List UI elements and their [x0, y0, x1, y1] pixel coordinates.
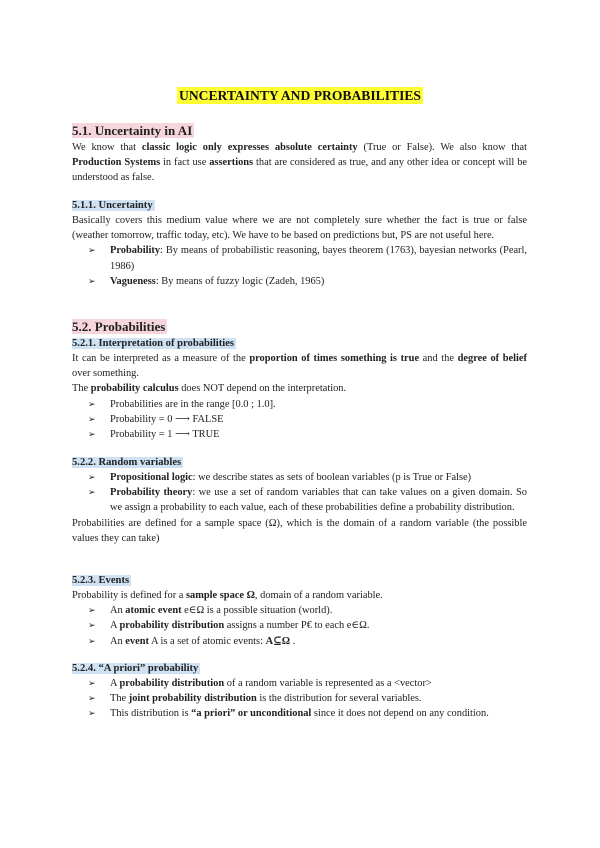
arrowhead-bullet-icon: ➢: [88, 635, 96, 646]
list-item: ➢ A probability distribution of a random variable is represented as a <vector>: [72, 676, 527, 691]
section-5-2: [72, 318, 527, 442]
arrowhead-bullet-icon: ➢: [88, 708, 96, 719]
subsection-heading: 5.2.4. “A priori” probability: [72, 663, 199, 674]
arrowhead-bullet-icon: ➢: [88, 472, 96, 482]
bullet-list: [72, 470, 527, 516]
list-item: ➢ Probability: By means of probabilistic reasoning, bayes theorem (1763), bayesian networks (Pearl, 1986): [88, 245, 527, 272]
section-heading: 5.2. Probabilities: [72, 319, 166, 334]
section-5-2-2: [72, 455, 527, 546]
subsection-heading: 5.1.1. Uncertainty: [72, 200, 153, 211]
list-item: ➢ The joint probability distribution is the distribution for several variables.: [72, 691, 527, 706]
section-5-1: [72, 122, 527, 186]
paragraph: Probabilities are defined for a sample space (Ω), which is the domain of a random variable (the possible values they can take): [72, 517, 527, 544]
paragraph: Basically covers this medium value where we are not completely sure whether the fact is true or false (weather tomorrow, traffic today, etc). We have to be based on predictions but, PS are not useful here.: [72, 215, 527, 242]
section-5-2-3: [72, 573, 527, 649]
subsection-heading: 5.2.1. Interpretation of probabilities: [72, 338, 235, 349]
bullet-list: [72, 397, 527, 443]
arrowhead-bullet-icon: ➢: [88, 620, 96, 631]
arrowhead-bullet-icon: ➢: [88, 275, 96, 286]
section-heading: 5.1. Uncertainty in AI: [72, 123, 193, 138]
arrowhead-bullet-icon: ➢: [88, 398, 96, 409]
subsection-heading: 5.2.3. Events: [72, 575, 130, 586]
bullet-list: [72, 603, 527, 649]
bullet-list: [72, 243, 527, 289]
list-item: ➢ A probability distribution assigns a number P€ to each e∈Ω.: [72, 618, 527, 633]
arrowhead-bullet-icon: ➢: [88, 605, 96, 616]
list-item: ➢ Probability theory: we use a set of random variables that can take values on a given domain. So we assign a probability to each value, each of these probabilities define a probability distribution.: [88, 487, 527, 514]
list-item: ➢ Probabilities are in the range [0.0 ; 1.0].: [72, 397, 527, 412]
section-5-2-4: [72, 661, 527, 722]
bullet-list: [72, 676, 527, 722]
arrowhead-bullet-icon: ➢: [88, 429, 96, 440]
document-title: UNCERTAINTY AND PROBABILITIES: [179, 88, 421, 103]
list-item: ➢ Vagueness: By means of fuzzy logic (Zadeh, 1965): [72, 274, 527, 289]
subsection-heading: 5.2.2. Random variables: [72, 457, 182, 468]
paragraph: We know that classic logic only expresses absolute certainty (True or False). We also know that Production Systems in fact use assertions that are considered as true, and any other idea or concept will be understood as false.: [72, 142, 528, 184]
list-item: ➢ This distribution is “a priori” or unconditional since it does not depend on any condition.: [72, 706, 527, 721]
section-5-1-1: [72, 198, 527, 289]
list-item: ➢ Propositional logic: we describe states as sets of boolean variables (p is True or False): [72, 470, 527, 485]
list-item: ➢ An atomic event e∈Ω is a possible situation (world).: [72, 603, 527, 618]
arrowhead-bullet-icon: ➢: [88, 693, 96, 704]
arrowhead-bullet-icon: ➢: [88, 413, 96, 424]
arrowhead-bullet-icon: ➢: [88, 487, 96, 498]
arrowhead-bullet-icon: ➢: [88, 678, 96, 688]
list-item: ➢ An event A is a set of atomic events: A⊆Ω .: [72, 634, 527, 649]
paragraph: The probability calculus does NOT depend on the interpretation.: [72, 383, 347, 395]
arrowhead-bullet-icon: ➢: [88, 245, 96, 256]
paragraph: Probability is defined for a sample space Ω, domain of a random variable.: [72, 590, 383, 601]
list-item: ➢ Probability = 1 ⟶ TRUE: [72, 427, 527, 442]
list-item: ➢ Probability = 0 ⟶ FALSE: [72, 412, 527, 427]
paragraph: It can be interpreted as a measure of the proportion of times something is true and the degree of belief over something.: [72, 353, 527, 380]
